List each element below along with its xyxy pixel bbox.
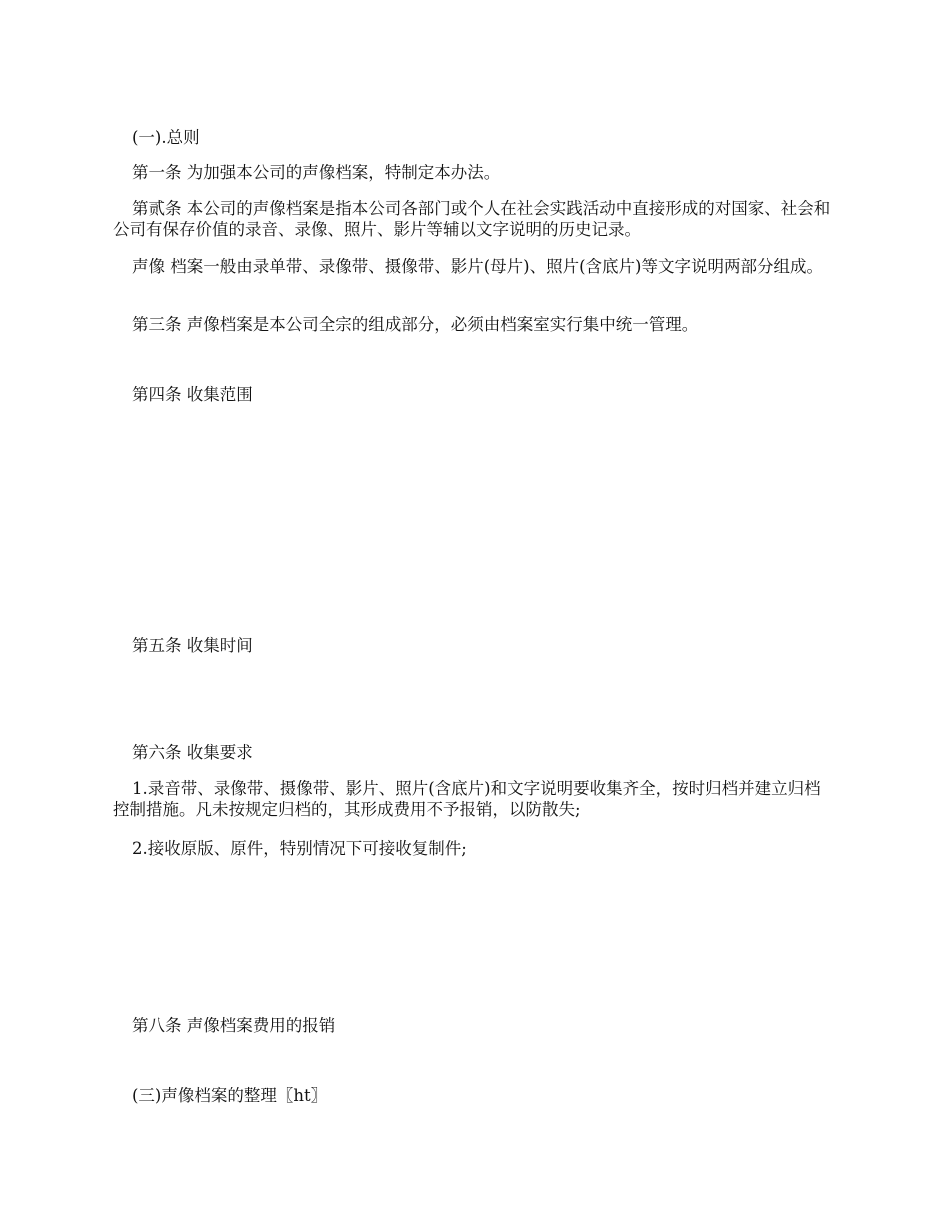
article-8-heading: 第八条 声像档案费用的报销 [132, 1016, 336, 1035]
article-2-continuation: 声像 档案一般由录单带、录像带、摄像带、影片(母片)、照片(含底片)等文字说明两部分组成。 [132, 257, 823, 276]
requirement-item-1: 1.录音带、录像带、摄像带、影片、照片(含底片)和文字说明要收集齐全，按时归档并建立归档控制措施。凡未按规定归档的，其形成费用不予报销，以防散失; [113, 779, 821, 819]
requirement-item-2: 2.接收原版、原件，特别情况下可接收复制件; [132, 839, 467, 858]
article-2: 第贰条 本公司的声像档案是指本公司各部门或个人在社会实践活动中直接形成的对国家、社会和公司有保存价值的录音、录像、照片、影片等辅以文字说明的历史记录。 [113, 199, 831, 239]
article-5-heading: 第五条 收集时间 [132, 636, 253, 655]
section-heading-organization: (三)声像档案的整理〖ht〗 [132, 1086, 328, 1105]
article-4-heading: 第四条 收集范围 [132, 385, 253, 404]
article-6-heading: 第六条 收集要求 [132, 743, 253, 762]
article-3: 第三条 声像档案是本公司全宗的组成部分，必须由档案室实行集中统一管理。 [132, 315, 699, 334]
section-heading-general: (一).总则 [132, 128, 200, 147]
article-1: 第一条 为加强本公司的声像档案，特制定本办法。 [132, 163, 501, 182]
